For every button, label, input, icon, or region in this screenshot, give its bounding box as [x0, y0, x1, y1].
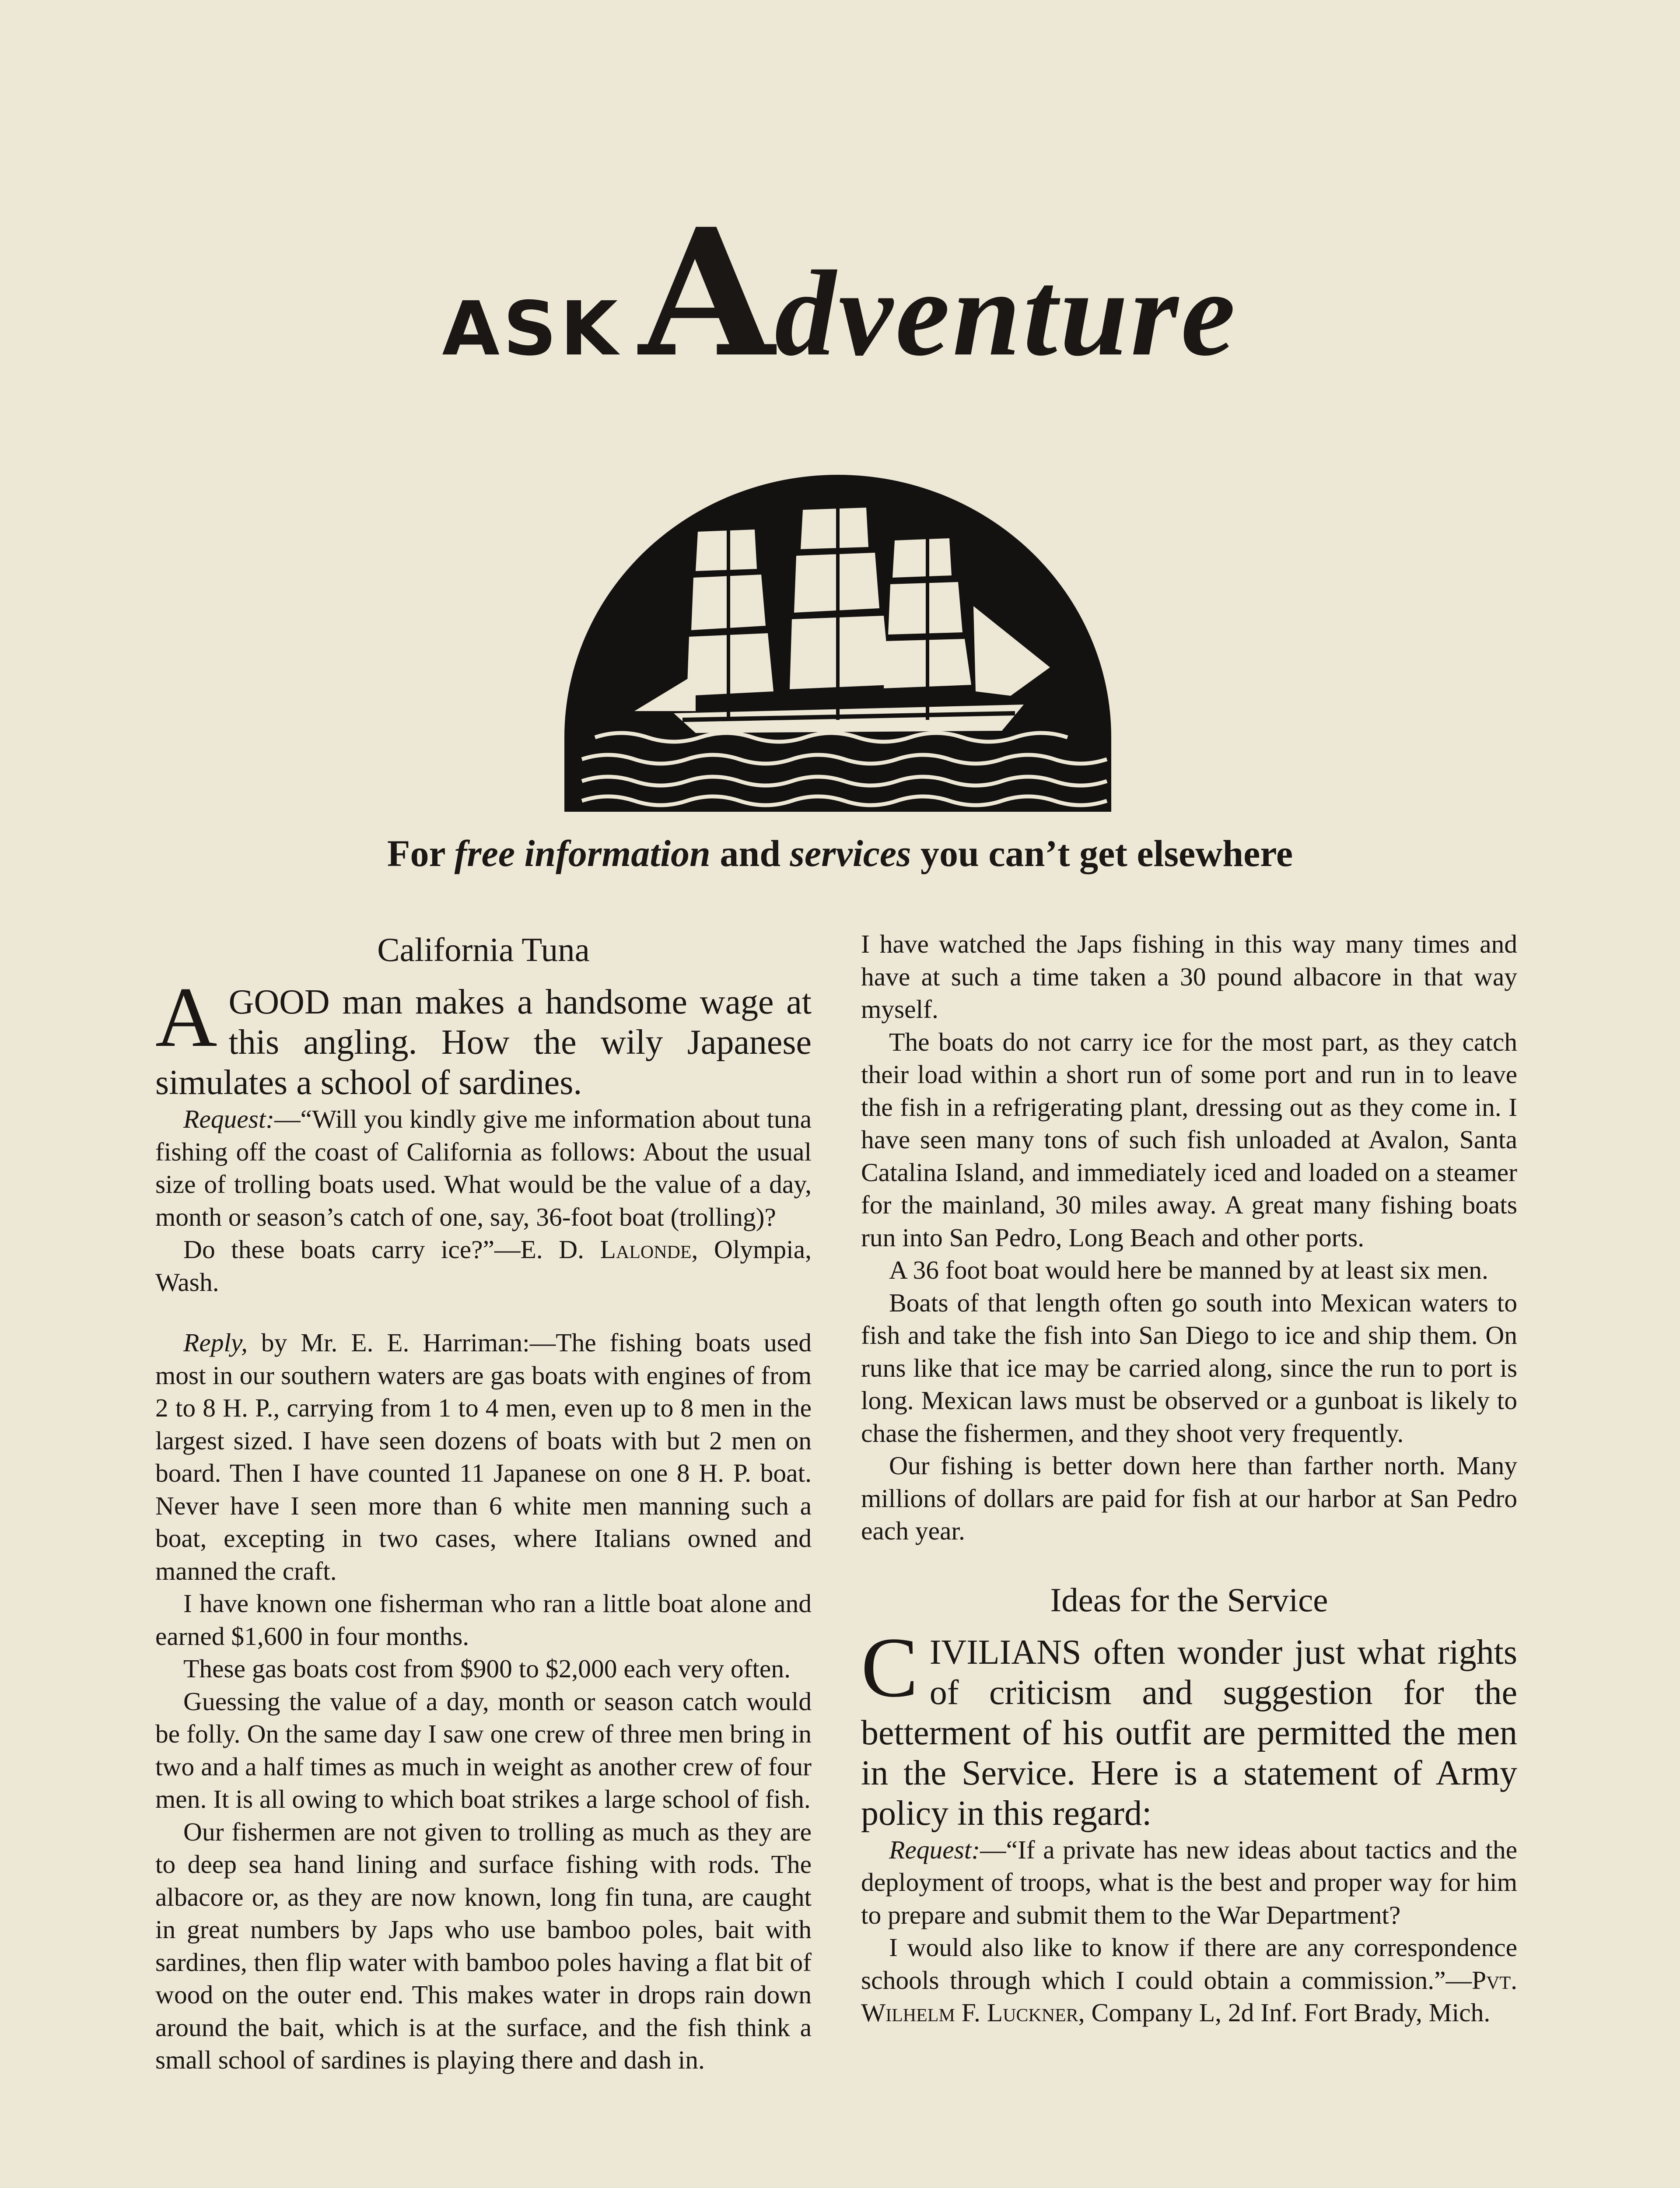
tagline-for: For — [387, 832, 455, 874]
request-text: —“Will you kindly give me information about tuna fishing off the coast of California as follows: About the usual size of trolling boats used. What would be the value of a day, month or season’s catch of one, say, 36-foot boat (trolling)? — [155, 1105, 812, 1231]
article-lead — [155, 970, 812, 1103]
request-paragraph-2 — [861, 1931, 1517, 2029]
request-label: Request: — [183, 1105, 275, 1133]
body-paragraph: Guessing the value of a day, month or season catch would be folly. On the same day I saw one crew of three men bring in two and a half times as much in weight as another crew of four men. It is all owing to which boat strikes a large school of fish. — [155, 1687, 812, 1813]
tagline-you-cant-get: you can’t get — [911, 832, 1137, 874]
column-right — [861, 928, 1517, 2029]
request-paragraph — [861, 1834, 1517, 1932]
tagline-elsewhere: elsewhere — [1137, 832, 1293, 874]
drop-cap: C — [861, 1620, 918, 1715]
request-place: Olympia, Wash. — [155, 1235, 812, 1297]
request-place: Company L, 2d Inf. Fort Brady, Mich. — [1085, 1998, 1491, 2027]
body-paragraph: I have known one fisherman who ran a little boat alone and earned $1,600 in four months. — [155, 1589, 812, 1651]
request-label: Request: — [889, 1835, 980, 1864]
request-text-2: Do these boats carry ice?”—E. D. — [183, 1235, 600, 1264]
body-paragraph: Our fishing is better down here than farther north. Many millions of dollars are paid for fish at our harbor at San Pedro each year. — [861, 1451, 1517, 1545]
request-signature: Lalonde, — [600, 1235, 698, 1264]
request-paragraph-2 — [155, 1233, 812, 1298]
reply-text: by Mr. E. E. Harriman:—The fishing boats used most in our southern waters are gas boats with engines of from 2 to 8 H. P., carrying from 1 to 4 men, even up to 8 men in the largest sized. I have seen dozens of boats with but 2 men on board. Then I have counted 11 Japanese on one 8 H. P. boat. Never have I seen more than 6 white men manning such a boat, excepting in two cases, where Italians owned and manned the craft. — [155, 1328, 812, 1585]
request-text-2: I would also like to know if there are any correspondence schools through which I could obtain a commission.”— — [861, 1933, 1517, 1995]
body-paragraph: I have watched the Japs fishing in this way many times and have at such a time taken a 30 pound albacore in that way myself. — [861, 929, 1517, 1024]
tagline-services: services — [790, 832, 911, 874]
request-paragraph — [155, 1103, 812, 1233]
article-title: California Tuna — [377, 931, 590, 968]
lead-text: IVILIANS often wonder just what rights of criticism and suggestion for the betterment of his outfit are permitted the men in the Service. Here is a statement of Army policy in this regard: — [861, 1633, 1517, 1833]
masthead-ask: ASK — [442, 286, 622, 372]
request-text: —“If a private has new ideas about tactics and the deployment of troops, what is the best and proper way for him to prepare and submit them to the War Department? — [861, 1835, 1517, 1929]
body-paragraph: Our fishermen are not given to trolling as much as they are to deep sea hand lining and surface fishing with rods. The albacore or, as they are now known, long fin tuna, are caught in great numbers by Japs who use bamboo poles, bait with sardines, then flip water with bamboo poles having a flat bit of wood on the outer end. This makes water in drops rain down around the bait, which is at the surface, and the fish think a small school of sardines is playing there and dash in. — [155, 1817, 812, 2074]
lead-text: GOOD man makes a handsome wage at this angling. How the wily Japanese simulates a school of sardines. — [155, 983, 812, 1102]
reply-paragraph — [155, 1326, 812, 1587]
reply-label: Reply, — [183, 1328, 248, 1357]
body-paragraph: A 36 foot boat would here be manned by at least six men. — [889, 1255, 1488, 1284]
masthead-title — [0, 190, 1680, 396]
masthead-initial: A — [639, 190, 775, 396]
body-paragraph: The boats do not carry ice for the most part, as they catch their load within a short run of some port and run in to leave the fish in a refrigerating plant, dressing out as they come in. I have seen many tons of such fish unloaded at Avalon, Santa Catalina Island, and immediately iced and loaded on a steamer for the mainland, 30 miles away. A great many fishing boats run into San Pedro, Long Beach and other ports. — [861, 1027, 1517, 1252]
column-left — [155, 928, 812, 2076]
body-paragraph: These gas boats cost from $900 to $2,000 each very often. — [183, 1654, 791, 1683]
tagline — [0, 831, 1680, 875]
article-lead — [861, 1620, 1517, 1834]
tagline-free-information: free information — [454, 832, 710, 874]
body-paragraph: Boats of that length often go south into Mexican waters to fish and take the fish into San Diego to ice and ship them. On runs like that ice may be carried along, since the run to port is long. Mexican laws must be observed or a gunboat is likely to chase the fishermen, and they shoot very frequently. — [861, 1288, 1517, 1448]
drop-cap: A — [155, 970, 217, 1065]
clipper-ship-icon — [564, 475, 1111, 812]
article-title: Ideas for the Service — [1050, 1581, 1328, 1619]
masthead-rest: dventure — [774, 245, 1238, 381]
tagline-and: and — [710, 832, 790, 874]
request-signature: Pvt. Wilhelm F. Luckner, — [861, 1965, 1517, 2027]
